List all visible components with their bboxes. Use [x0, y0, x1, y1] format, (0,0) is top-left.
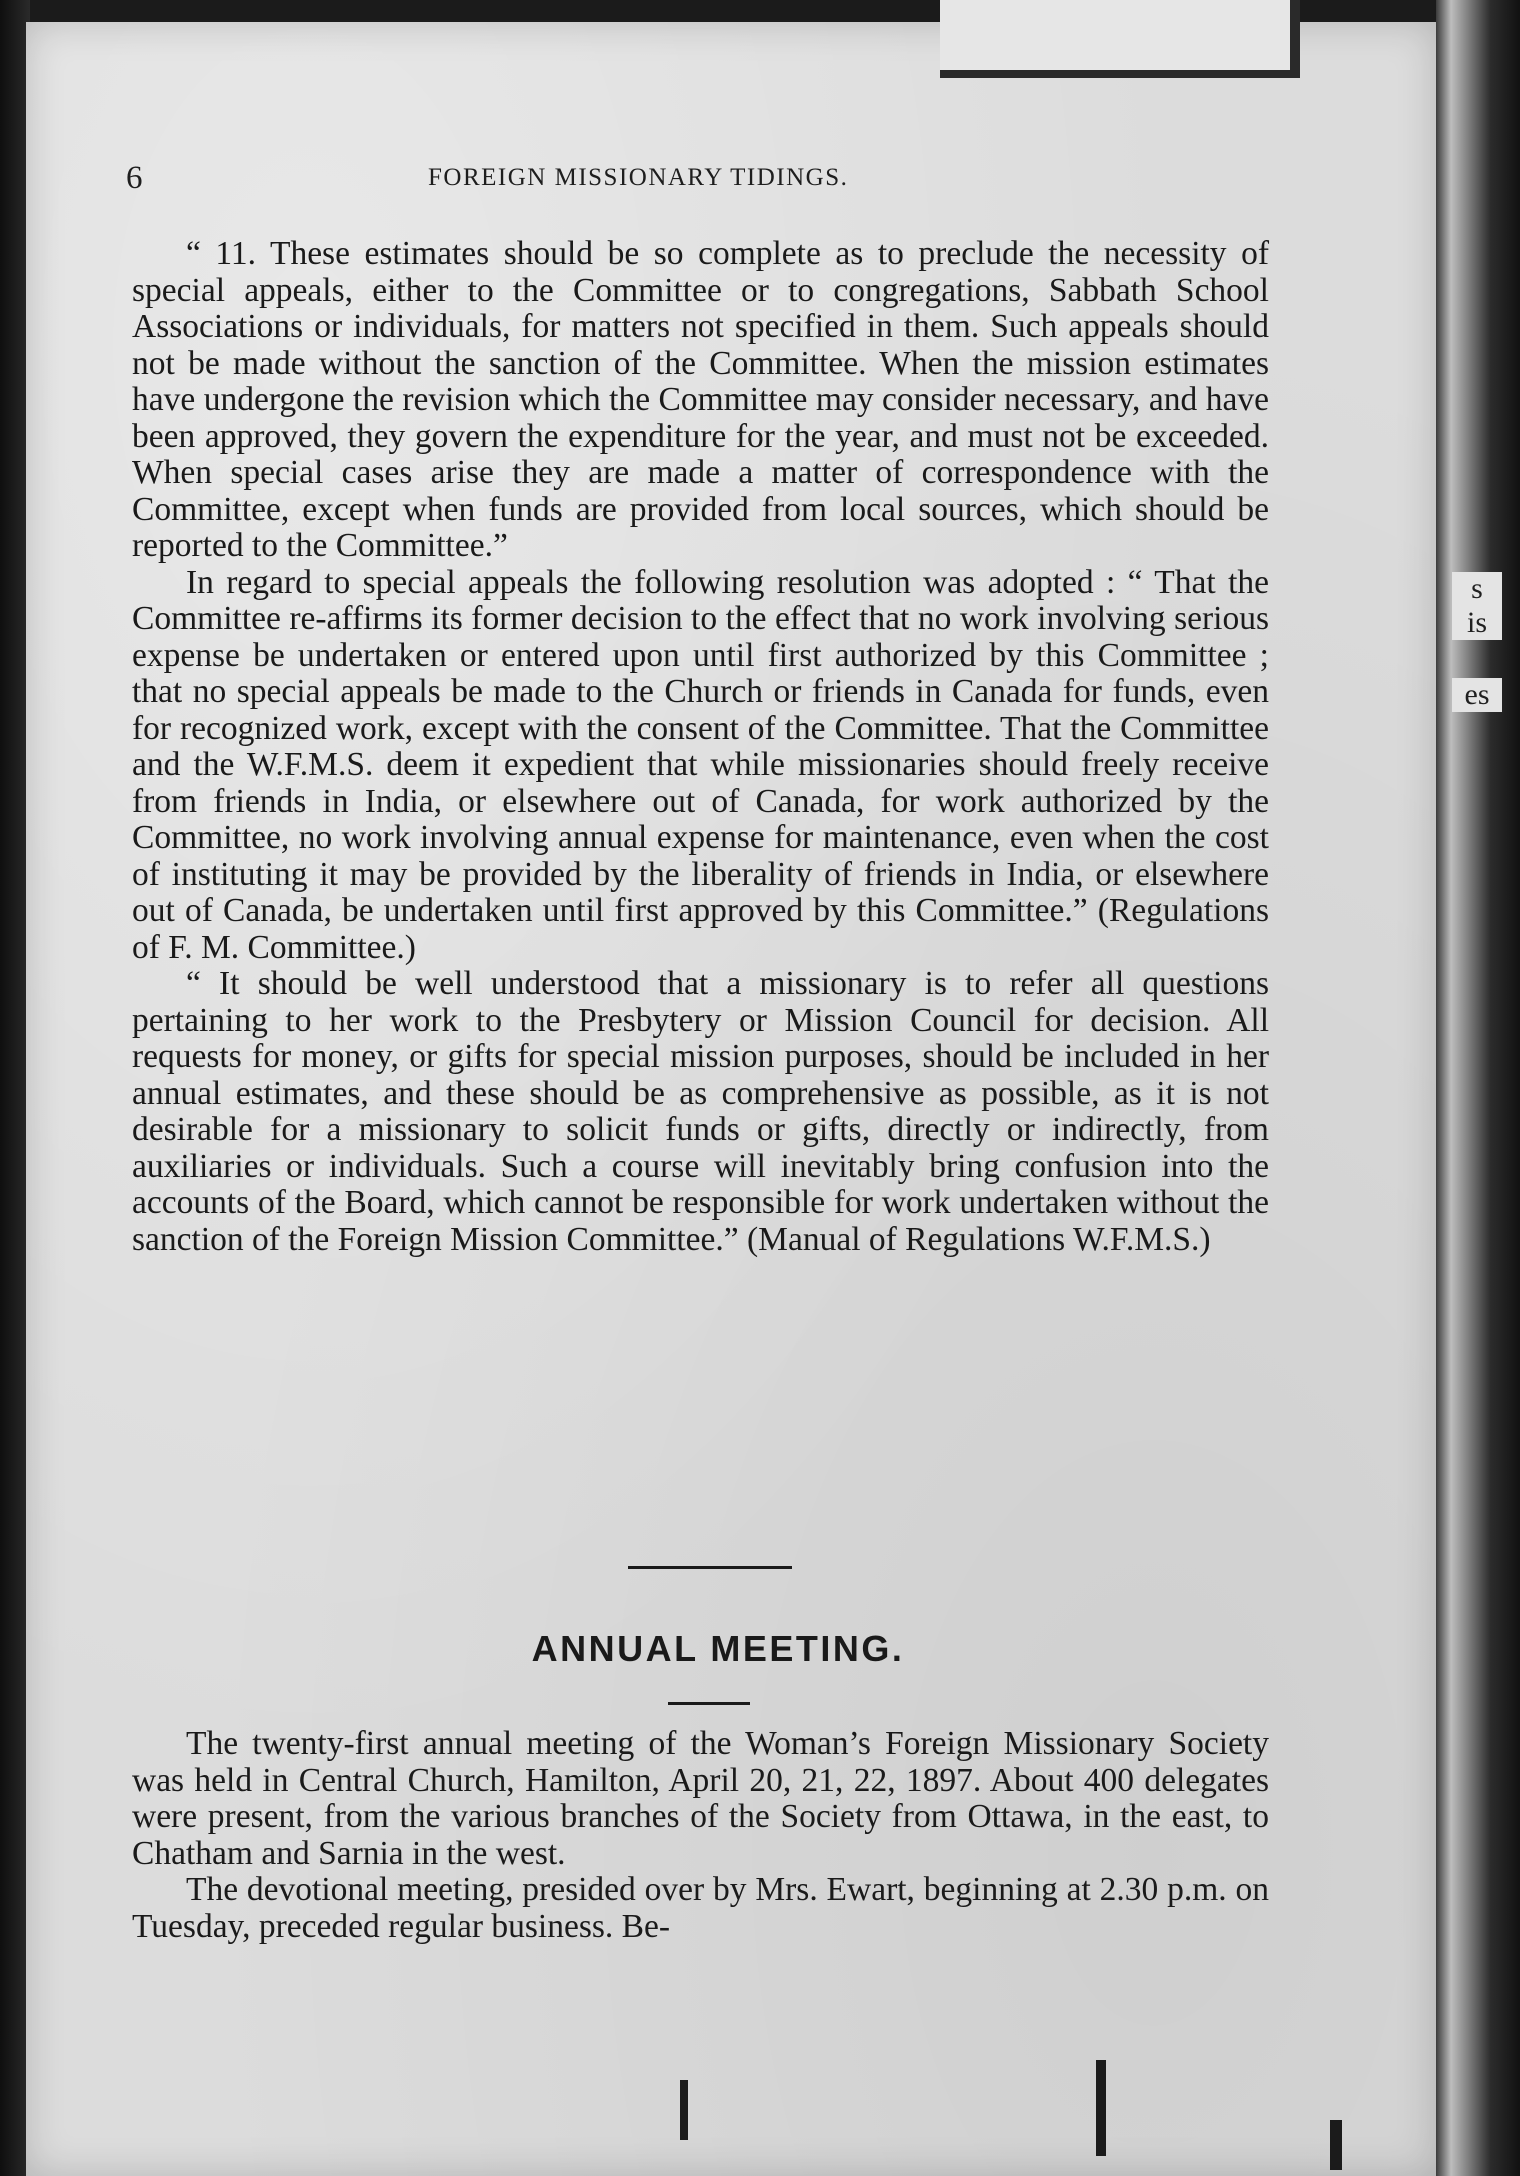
section-divider: [628, 1566, 792, 1569]
page-tear: [1096, 2060, 1106, 2156]
paragraph: The devotional meeting, presided over by Mrs. Ewart, beginning at 2.30 p.m. on Tuesday, preceded regular business. Be-: [132, 1871, 1269, 1945]
page-tab-mark: [940, 0, 1300, 78]
paragraph: The twenty-first annual meeting of the Woman’s Foreign Missionary Society was held in Central Church, Hamilton, April 20, 21, 22, 1897. About 400 delegates were present, from the various branches of the Society from Ottawa, in the east, to Chatham and Sarnia in the west.: [132, 1725, 1269, 1872]
page-header: [126, 160, 1286, 200]
section-title: ANNUAL MEETING.: [531, 1628, 905, 1669]
paragraph: “ 11. These estimates should be so complete as to preclude the necessity of special appeals, either to the Committee or to congregations, Sabbath School Associations or individuals, for matters not specified in them. Such appeals should not be made without the sanction of the Committee. When the mission estimates have undergone the revision which the Committee may consider necessary, and have been approved, they govern the expenditure for the year, and must not be exceeded. When special cases arise they are made a matter of correspondence with the Committee, except when funds are provided from local sources, which should be reported to the Committee.”: [132, 235, 1269, 564]
page-tear: [1330, 2120, 1342, 2170]
page-tear: [680, 2080, 688, 2140]
title-underline: [668, 1702, 750, 1705]
page-number: 6: [126, 160, 143, 196]
book-spine: [1436, 0, 1520, 2176]
margin-fragment: is: [1452, 606, 1502, 640]
regulations-text: [132, 236, 1269, 1258]
margin-fragment: es: [1452, 678, 1502, 712]
margin-fragment: s: [1452, 572, 1502, 606]
paragraph: “ It should be well understood that a missionary is to refer all questions pertaining to her work to the Presbytery or Mission Council for decision. All requests for money, or gifts for special mission purposes, should be included in her annual estimates, and these should be as comprehensive as possible, as it is not desirable for a missionary to solicit funds or gifts, directly or indirectly, from auxiliaries or individuals. Such a course will inevitably bring confusion into the accounts of the Board, which cannot be responsible for work undertaken without the sanction of the Foreign Mission Committee.” (Manual of Regulations W.F.M.S.): [132, 965, 1269, 1258]
paragraph: In regard to special appeals the following resolution was adopted : “ That the Committee re-affirms its former decision to the effect that no work involving serious expense be undertaken or entered upon until first authorized by this Committee ; that no special appeals be made to the Church or friends in Canada for funds, even for recognized work, except with the consent of the Committee. That the Committee and the W.F.M.S. deem it expedient that while missionaries should freely receive from friends in India, or elsewhere out of Canada, for work authorized by the Committee, no work involving annual expense for maintenance, even when the cost of instituting it may be provided by the liberality of friends in India, or elsewhere out of Canada, be undertaken until first approved by this Committee.” (Regulations of F. M. Committee.): [132, 563, 1269, 966]
annual-meeting-text: [132, 1726, 1269, 1945]
running-head: FOREIGN MISSIONARY TIDINGS.: [428, 164, 849, 191]
